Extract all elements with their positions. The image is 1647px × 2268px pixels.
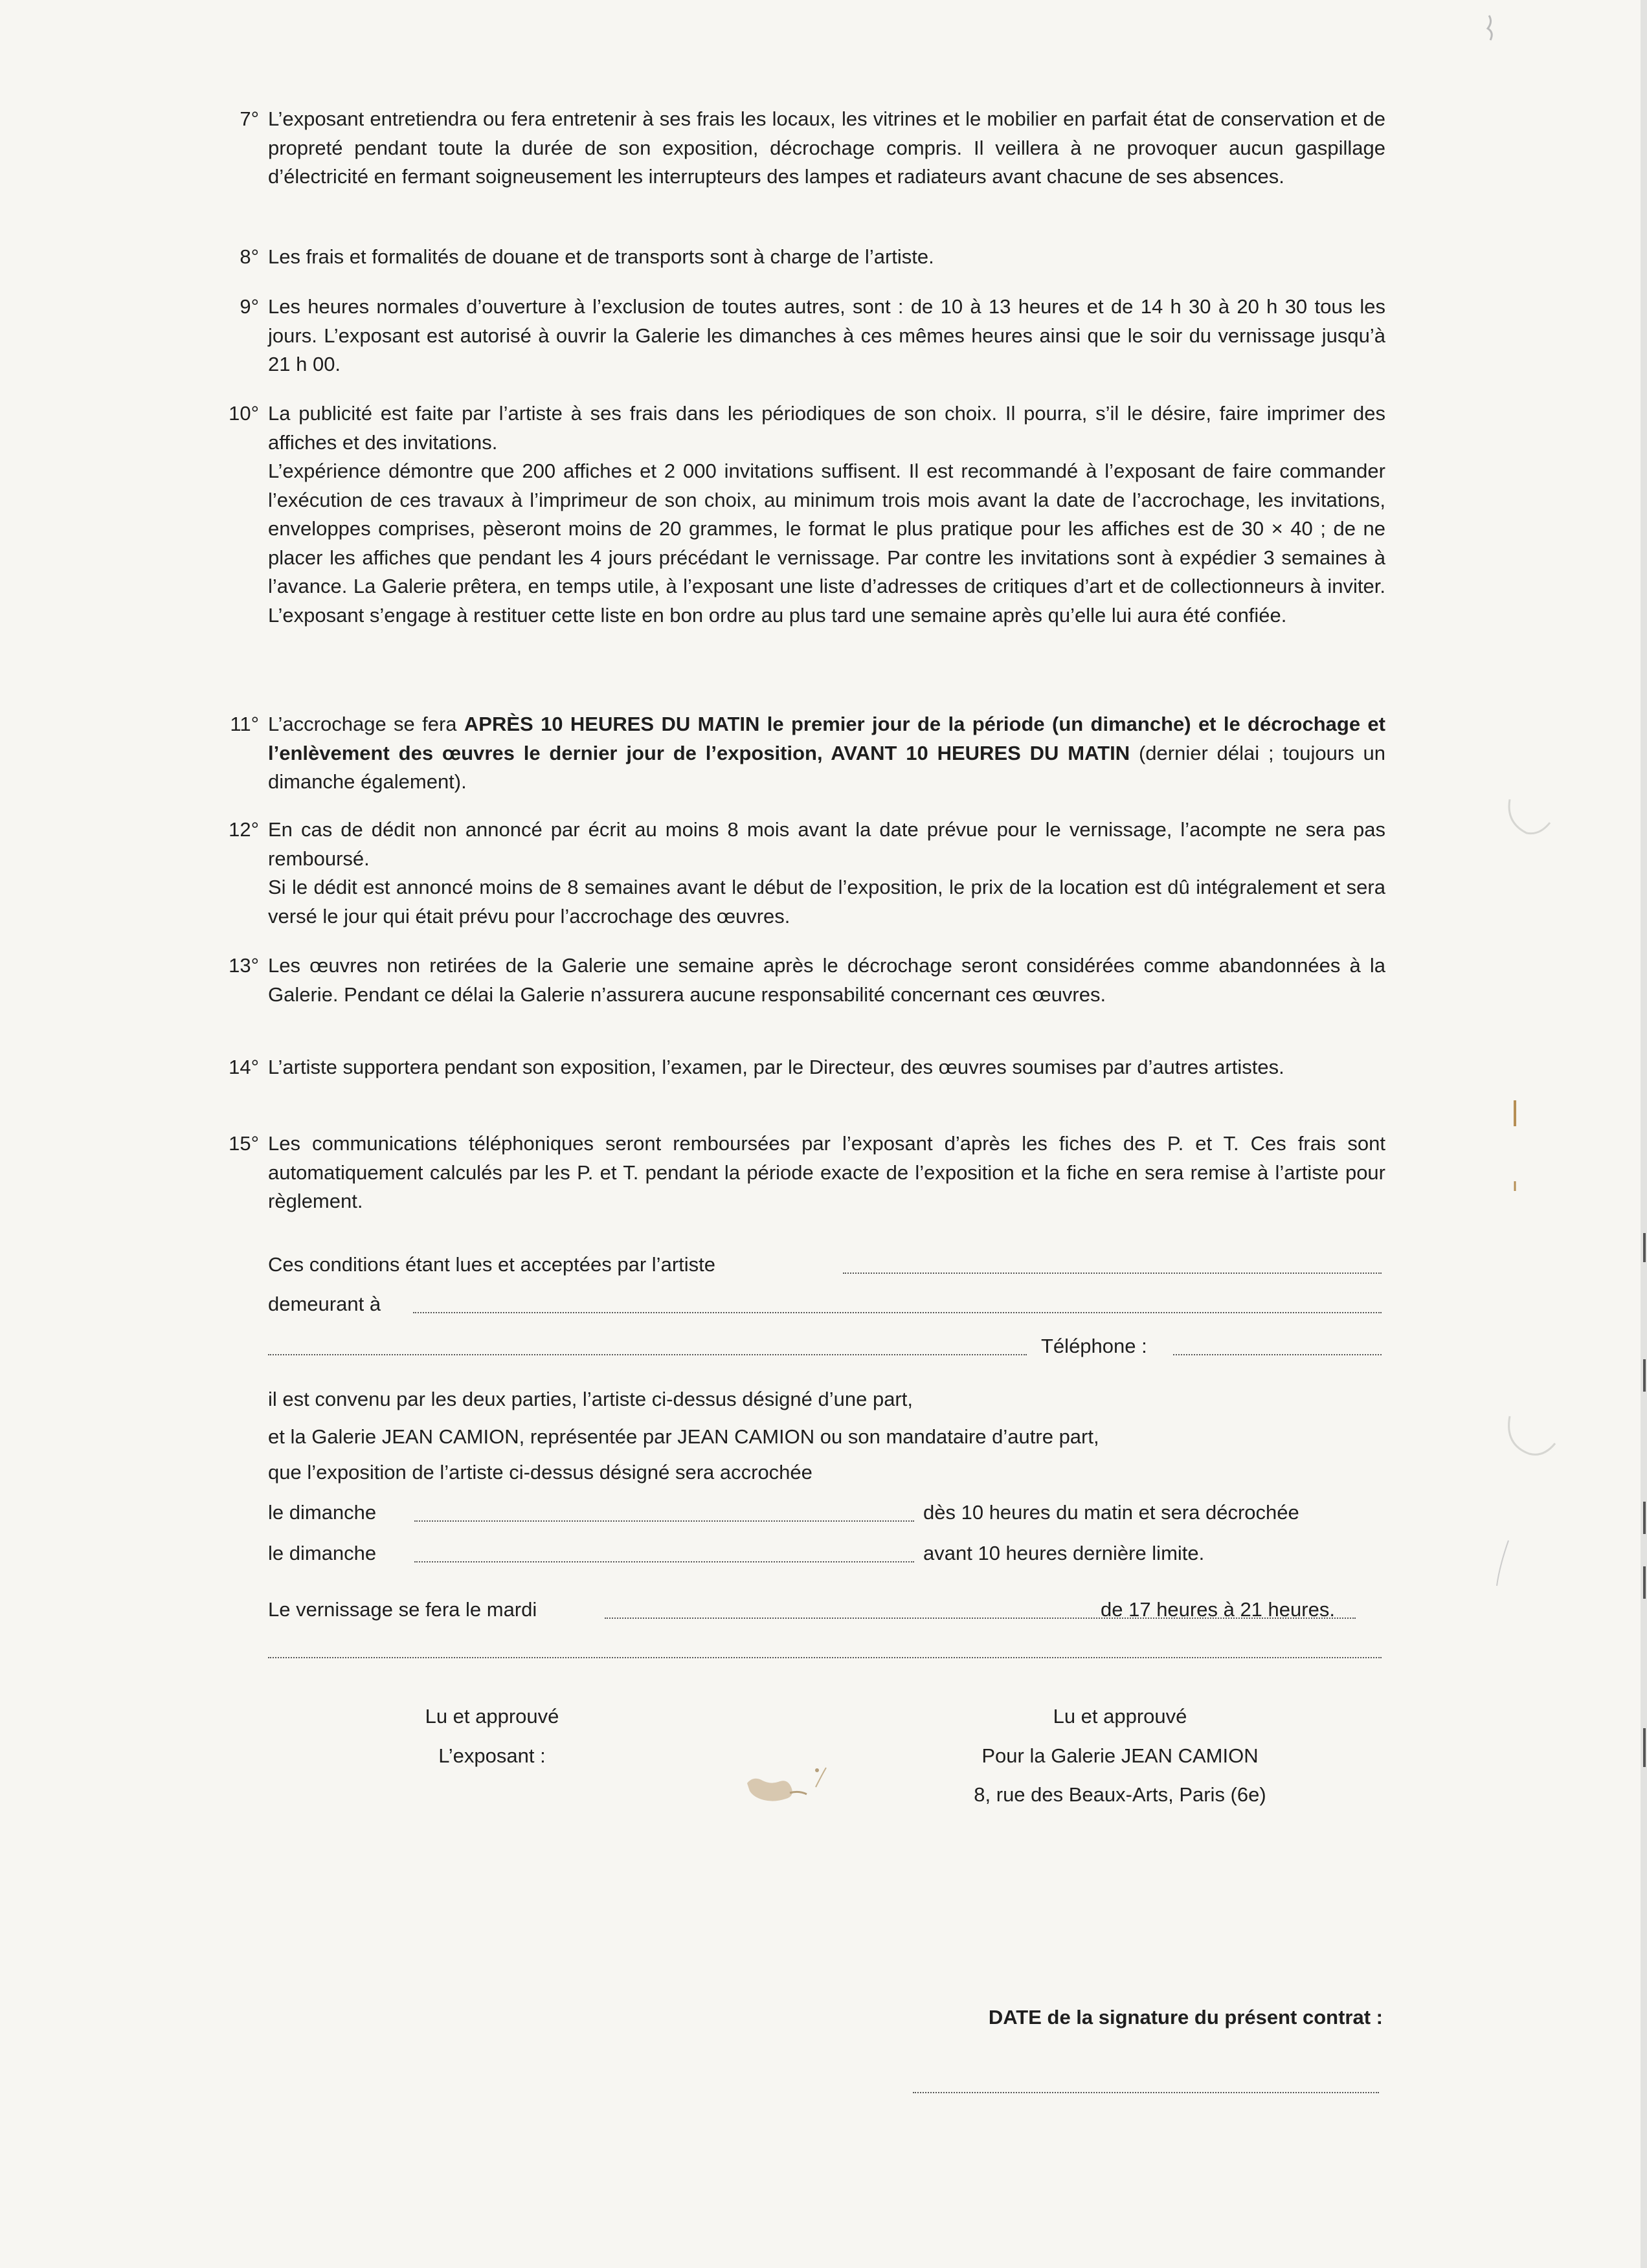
exposant-label: L’exposant : xyxy=(438,1744,546,1767)
clause-number: 10° xyxy=(229,402,259,425)
hanging-time-text: dès 10 heures du matin et sera décrochée xyxy=(923,1501,1299,1524)
hanging-date-line xyxy=(268,1498,1382,1531)
clause-12 xyxy=(214,816,1385,931)
clause-text: Si le dédit est annoncé moins de 8 semaines avant le début de l’exposition, le prix de la location est dû intégralement et sera versé le jour qui était prévu pour l’accrochage des œuvres. xyxy=(268,876,1385,928)
clause-number: 14° xyxy=(229,1056,259,1078)
gallery-address: 8, rue des Beaux-Arts, Paris (6e) xyxy=(974,1783,1266,1806)
agreement-text: que l’exposition de l’artiste ci-dessus désigné sera accrochée xyxy=(268,1461,812,1484)
removal-date-field[interactable] xyxy=(414,1561,914,1562)
exposant-signature-block xyxy=(363,1702,622,1770)
clause-13 xyxy=(214,951,1385,1009)
dimanche-label: le dimanche xyxy=(268,1542,377,1564)
telephone-line xyxy=(268,1332,1382,1364)
ink-stain xyxy=(738,1757,855,1822)
clause-number: 11° xyxy=(230,713,259,735)
agreement-text: il est convenu par les deux parties, l’artiste ci-dessus désigné d’une part, xyxy=(268,1388,913,1410)
clause-number: 8° xyxy=(240,245,259,268)
contract-date-field[interactable] xyxy=(913,2092,1379,2093)
clause-number: 15° xyxy=(229,1132,259,1155)
approval-text: Lu et approuvé xyxy=(1053,1705,1187,1728)
clause-text: L’accrochage se fera xyxy=(268,713,464,735)
clause-text: Les communications téléphoniques seront remboursées par l’exposant d’après les fiches des P. et T. Ces frais sont automatiquement calculés par les P. et T. pendant la période exacte de l’exposition et la fiche en sera remise à l’artiste pour règlement. xyxy=(268,1132,1385,1212)
clause-10 xyxy=(214,399,1385,630)
dimanche-label: le dimanche xyxy=(268,1501,377,1524)
blank-line-field[interactable] xyxy=(268,1657,1382,1658)
address-field[interactable] xyxy=(413,1312,1382,1313)
conditions-line xyxy=(268,1251,1382,1283)
clause-number: 7° xyxy=(240,107,259,130)
clause-14 xyxy=(214,1053,1385,1082)
clause-text: Les heures normales d’ouverture à l’exclusion de toutes autres, sont : de 10 à 13 heures et de 14 h 30 à 20 h 30 tous les jours. L’exposant est autorisé à ouvrir la Galerie les dimanches à ces mêmes heures ainsi que le soir du vernissage jusqu’à 21 h 00. xyxy=(268,295,1385,375)
removal-date-line xyxy=(268,1539,1382,1572)
gallery-label: Pour la Galerie JEAN CAMION xyxy=(981,1744,1259,1767)
telephone-label: Téléphone : xyxy=(1041,1335,1147,1357)
agreement-line-1 xyxy=(268,1385,1382,1418)
clause-text: (dernier délai ; toujours un dimanche également). xyxy=(268,741,1385,793)
artist-name-field[interactable] xyxy=(843,1273,1382,1274)
clause-text: L’exposant entretiendra ou fera entretenir à ses frais les locaux, les vitrines et le mobilier en parfait état de conservation et de propreté pendant toute la durée de son exposition, décrochage compris. Il veillera à ne provoquer aucun gaspillage d’électricité en fermant soigneusement les interrupteurs des lampes et radiateurs avant chacune de ses absences. xyxy=(268,107,1385,188)
clause-15 xyxy=(214,1129,1385,1216)
contract-date-label: DATE de la signature du présent contrat : xyxy=(988,2006,1383,2029)
removal-time-text: avant 10 heures dernière limite. xyxy=(923,1542,1205,1564)
agreement-line-3 xyxy=(268,1458,1382,1491)
scan-artifacts xyxy=(1457,0,1647,2268)
agreement-text: et la Galerie JEAN CAMION, représentée par JEAN CAMION ou son mandataire d’autre part, xyxy=(268,1425,1099,1448)
conditions-label: Ces conditions étant lues et acceptées par l’artiste xyxy=(268,1253,715,1276)
clause-7 xyxy=(214,105,1385,192)
hanging-date-field[interactable] xyxy=(414,1520,914,1522)
vernissage-hours-text: de 17 heures à 21 heures. xyxy=(1101,1598,1335,1621)
approval-text: Lu et approuvé xyxy=(425,1705,559,1728)
clause-11 xyxy=(214,710,1385,797)
clause-number: 12° xyxy=(229,818,259,841)
clause-9 xyxy=(214,293,1385,379)
agreement-line-2 xyxy=(268,1423,1382,1455)
clause-number: 9° xyxy=(240,295,259,318)
clause-8 xyxy=(214,243,1385,272)
demeurant-label: demeurant à xyxy=(268,1293,381,1315)
clause-text: Les œuvres non retirées de la Galerie une semaine après le décrochage seront considérées comme abandonnées à la Galerie. Pendant ce délai la Galerie n’assurera aucune responsabilité concernant ces œuvres. xyxy=(268,954,1385,1006)
vernissage-line xyxy=(268,1595,1382,1628)
address-continued-field[interactable] xyxy=(268,1354,1027,1355)
clause-text: La publicité est faite par l’artiste à ses frais dans les périodiques de son choix. Il pourra, s’il le désire, faire imprimer des affiches et des invitations. xyxy=(268,402,1385,454)
clause-text: L’artiste supportera pendant son exposition, l’examen, par le Directeur, des œuvres soumises par d’autres artistes. xyxy=(268,1056,1284,1078)
gallery-signature-block xyxy=(932,1702,1308,1810)
clause-text-bold: APRÈS 10 HEURES DU MATIN le premier jour de la période (un dimanche) et le décrochage et l’enlèvement des œuvres le dernier jour de l’exposition, AVANT 10 HEURES DU MATIN xyxy=(268,713,1385,764)
clause-number: 13° xyxy=(229,954,259,977)
clause-text: L’expérience démontre que 200 affiches et 2 000 invitations suffisent. Il est recommandé à l’exposant de faire commander l’exécution de ces travaux à l’imprimeur de son choix, au minimum trois mois avant la date de l’accrochage, les invitations, enveloppes comprises, pèseront moins de 20 grammes, le format le plus pratique pour les affiches est de 30 × 40 ; de ne placer les affiches que pendant les 4 jours précédant le vernissage. Par contre les invitations sont à expédier 3 semaines à l’avance. La Galerie prêtera, en temps utile, à l’exposant une liste d’adresses de critiques d’art et de collectionneurs à inviter. L’exposant s’engage à restituer cette liste en bon ordre au plus tard une semaine après qu’elle lui aura été confiée. xyxy=(268,460,1385,627)
clause-text: En cas de dédit non annoncé par écrit au moins 8 mois avant la date prévue pour le vernissage, l’acompte ne sera pas remboursé. xyxy=(268,818,1385,870)
address-line xyxy=(268,1290,1382,1322)
telephone-field[interactable] xyxy=(1173,1354,1382,1355)
clause-text: Les frais et formalités de douane et de transports sont à charge de l’artiste. xyxy=(268,245,934,268)
vernissage-label: Le vernissage se fera le mardi xyxy=(268,1598,537,1621)
